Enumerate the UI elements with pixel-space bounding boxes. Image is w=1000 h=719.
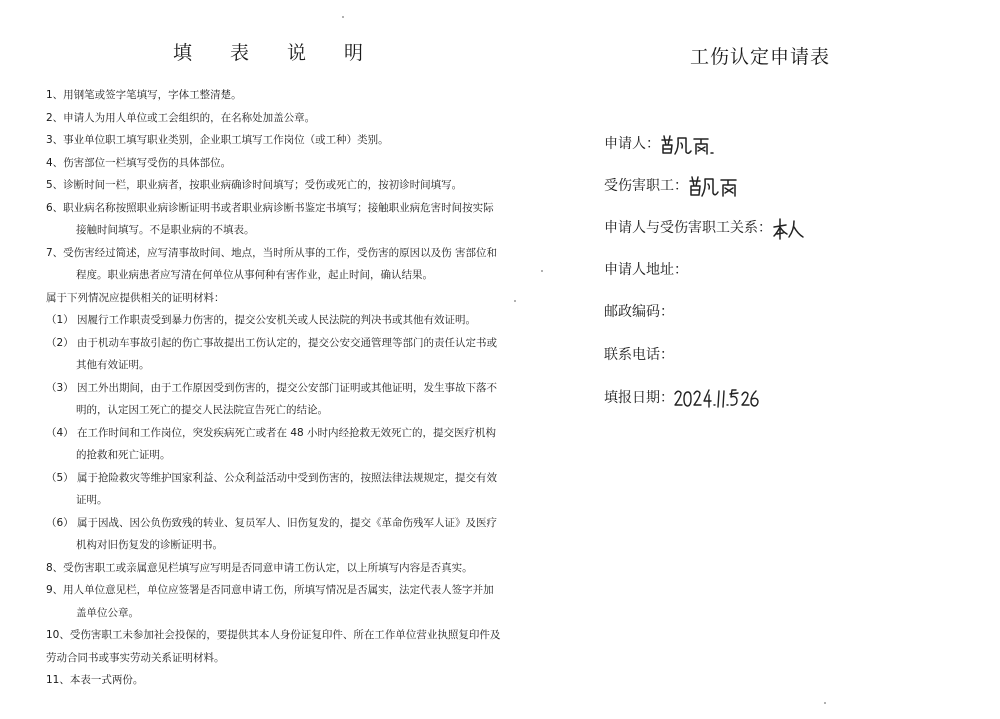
instruction-line: （2） 由于机动车事故引起的伤亡事故提出工伤认定的，提交公安交通管理等部门的责任认定书或 (46, 336, 498, 349)
instruction-line: （5） 属于抢险救灾等维护国家利益、公众利益活动中受到伤害的，按照法律法规规定，提交有效 (46, 471, 498, 484)
form-title: 工伤认定申请表 (690, 46, 831, 68)
instruction-line: 6、职业病名称按照职业病诊断证明书或者职业病诊断书鉴定书填写；接触职业病危害时间按实际 (46, 201, 494, 214)
handwritten-relationship-text (772, 216, 806, 242)
instruction-line: 机构对旧伤复发的诊断证明书。 (76, 539, 223, 551)
field-postal-code-label: 邮政编码： (604, 304, 674, 320)
scan-speck (541, 270, 543, 272)
instruction-line: 劳动合同书或事实劳动关系证明材料。 (46, 651, 225, 664)
instruction-line: 的抢救和死亡证明。 (76, 449, 171, 461)
field-applicant-label: 申请人： (604, 136, 660, 152)
instruction-line: 9、用人单位意见栏，单位应签署是否同意申请工伤，所填写情况是否属实，法定代表人签字并加 (46, 584, 494, 596)
handwritten-name-signature (688, 174, 742, 200)
field-postal-code (604, 300, 674, 324)
field-applicant-address (604, 258, 688, 282)
scan-speck (342, 16, 344, 18)
handwritten-date (674, 386, 766, 412)
instruction-line: 10、受伤害职工未参加社会投保的，要提供其本人身份证复印件、所在工作单位营业执照复印件及 (46, 629, 501, 641)
field-applicant-value (660, 132, 720, 156)
instruction-line: 明的，认定因工死亡的提交人民法院宣告死亡的结论。 (76, 404, 328, 416)
field-injured-employee (604, 174, 742, 198)
instruction-line: 1、用钢笔或签字笔填写，字体工整清楚。 (46, 89, 242, 101)
field-applicant-address-label: 申请人地址： (604, 262, 688, 278)
instruction-line: （6） 属于因战、因公负伤致残的转业、复员军人、旧伤复发的，提交《革命伤残军人证》及医疗 (46, 516, 498, 529)
instruction-line: 接触时间填写。不是职业病的不填表。 (76, 224, 255, 236)
instruction-line: 属于下列情况应提供相关的证明材料： (46, 291, 225, 304)
field-fill-date-label: 填报日期： (604, 390, 674, 406)
instructions-list (46, 84, 506, 692)
handwritten-name-signature (660, 132, 720, 158)
instruction-line: （4） 在工作时间和工作岗位，突发疾病死亡或者在 48 小时内经抢救无效死亡的，提交医疗机构 (46, 426, 497, 439)
field-contact-phone (604, 343, 674, 367)
instruction-line: 程度。职业病患者应写清在何单位从事何种有害作业，起止时间，确认结果。 (76, 269, 433, 281)
field-contact-phone-label: 联系电话： (604, 347, 674, 363)
instruction-line: （1） 因履行工作职责受到暴力伤害的，提交公安机关或人民法院的判决书或其他有效证明。 (46, 314, 477, 326)
instruction-line: （3） 因工外出期间，由于工作原因受到伤害的，提交公安部门证明或其他证明，发生事故下落不 (46, 381, 498, 394)
field-fill-date (604, 386, 766, 410)
field-relationship-value (772, 216, 806, 240)
instruction-line: 盖单位公章。 (76, 606, 139, 619)
field-relationship-label: 申请人与受伤害职工关系： (604, 220, 772, 236)
instruction-line: 7、受伤害经过简述，应写清事故时间、地点，当时所从事的工作，受伤害的原因以及伤 害部位和 (46, 246, 498, 259)
field-relationship (604, 216, 806, 240)
instruction-line: 8、受伤害职工或亲属意见栏填写应写明是否同意申请工伤认定，以上所填写内容是否真实。 (46, 561, 473, 574)
instruction-line: 其他有效证明。 (76, 359, 150, 371)
instruction-line: 11、本表一式两份。 (46, 674, 144, 686)
field-fill-date-value (674, 386, 766, 410)
instructions-title: 填 表 说 明 (172, 42, 380, 64)
scan-speck (514, 300, 516, 302)
instruction-line: 4、伤害部位一栏填写受伤的具体部位。 (46, 156, 232, 169)
instruction-line: 3、事业单位职工填写职业类别，企业职工填写工作岗位（或工种）类别。 (46, 134, 389, 146)
instruction-line: 2、申请人为用人单位或工会组织的，在名称处加盖公章。 (46, 111, 316, 124)
scan-speck (824, 702, 826, 704)
field-injured-employee-label: 受伤害职工： (604, 178, 688, 194)
field-applicant (604, 132, 720, 156)
instruction-line: 证明。 (76, 494, 108, 506)
field-injured-employee-value (688, 174, 742, 198)
instruction-line: 5、诊断时间一栏，职业病者，按职业病确诊时间填写；受伤或死亡的，按初诊时间填写。 (46, 179, 463, 191)
application-form-panel (540, 0, 1000, 719)
